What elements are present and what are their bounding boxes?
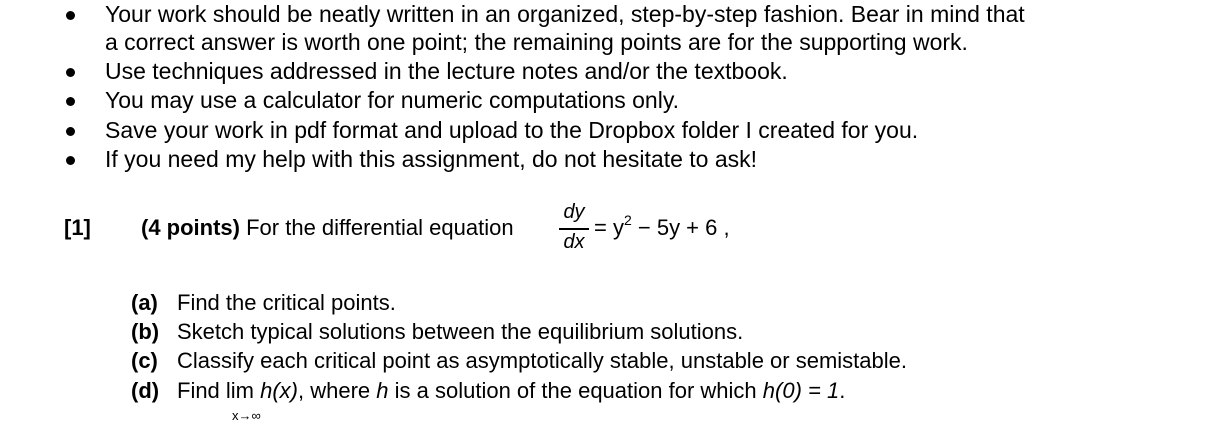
problem-points: (4 points) [141,215,240,240]
fraction-bar [559,228,589,230]
part-c [131,347,907,375]
part-text-c: is a solution of the equation for which [388,378,763,403]
part-text-a: Find lim [177,378,261,403]
part-text: Sketch typical solutions between the equilibrium solutions. [177,319,744,344]
instruction-item: If you need my help with this assignment, do not hesitate to ask! [105,146,758,172]
fraction-numerator: dy [563,201,585,223]
problem-statement [141,215,514,241]
rhs-rest: − 5y + 6 , [631,215,730,240]
part-text-d: . [839,378,846,403]
bullet-icon [66,127,75,136]
instruction-item: You may use a calculator for numeric computations only. [105,87,680,113]
instruction-item: Use techniques addressed in the lecture notes and/or the textbook. [105,58,788,84]
initial-condition: h(0) = 1 [762,378,840,403]
function-h: h [376,378,389,403]
part-label: (d) [131,378,160,403]
bullet-icon [66,156,75,165]
bullet-icon [66,68,75,77]
part-label: (c) [131,348,158,373]
problem-number: [1] [64,215,91,240]
part-d [131,377,845,405]
part-label: (a) [131,290,158,315]
part-text: Find the critical points. [177,290,396,315]
part-label: (b) [131,319,160,344]
function-h-of-x: h(x) [260,378,299,403]
instruction-item-continuation: a correct answer is worth one point; the remaining points are for the supporting work. [105,29,968,55]
part-text-b: , where [298,378,377,403]
problem-lead-text: For the differential equation [240,215,514,240]
instruction-item: Your work should be neatly written in an organized, step-by-step fashion. Bear in mind that [105,1,1025,27]
part-b [131,318,743,346]
bullet-icon [66,11,75,20]
bullet-icon [66,97,75,106]
rhs-exponent: 2 [623,212,632,228]
equation-rhs [594,212,730,241]
fraction-denominator: dx [563,231,585,253]
limit-subscript: x→∞ [232,408,261,423]
part-text: Classify each critical point as asymptotically stable, unstable or semistable. [177,348,907,373]
instruction-item: Save your work in pdf format and upload to the Dropbox folder I created for you. [105,117,919,143]
part-a [131,289,396,317]
rhs-equals: = y [594,215,624,240]
